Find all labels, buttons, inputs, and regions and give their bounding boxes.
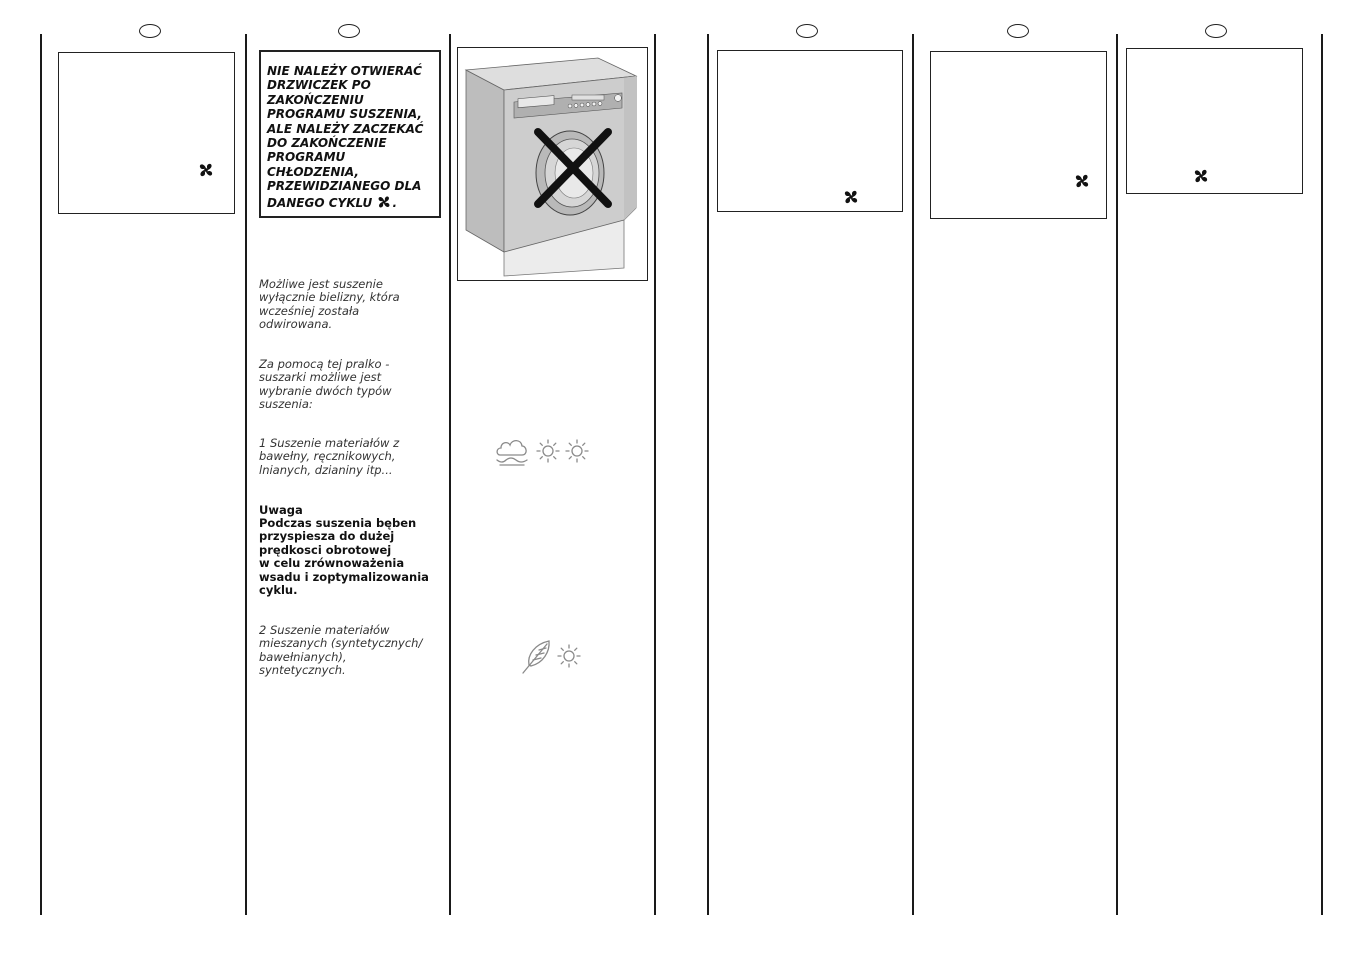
warning-box-empty — [1126, 48, 1303, 194]
language-marker-oval — [796, 24, 818, 38]
text-line: wcześniej została — [259, 303, 360, 318]
column-divider — [654, 34, 656, 915]
text-line: 1 Suszenie materiałów z — [259, 436, 400, 450]
warning-line — [267, 194, 435, 210]
text-line: Podczas suszenia bęben — [259, 516, 417, 530]
warning-line: DRZWICZEK PO — [267, 78, 371, 93]
column-divider — [449, 34, 451, 915]
text-line: lnianych, dzianiny itp... — [259, 462, 393, 477]
language-marker-oval — [1007, 24, 1029, 38]
warning-box — [259, 50, 441, 218]
language-marker-oval — [1205, 24, 1227, 38]
column-divider — [1116, 34, 1118, 915]
paragraph-cotton-drying — [259, 437, 449, 477]
washer-dryer-illustration-frame — [457, 47, 648, 281]
column-divider — [40, 34, 42, 915]
warning-box-empty — [58, 52, 235, 214]
fan-icon — [842, 188, 860, 206]
text-line: wybranie dwóch typów — [259, 383, 392, 398]
language-marker-oval — [338, 24, 360, 38]
text-line: w celu zrównoważenia — [259, 556, 405, 571]
text-line: Za pomocą tej pralko - — [259, 357, 390, 371]
column-divider — [707, 34, 709, 915]
text-line: prędkosci obrotowej — [259, 542, 392, 557]
warning-line-suffix: . — [392, 195, 397, 210]
warning-line: NIE NALEŻY OTWIERAĆ — [267, 64, 422, 78]
warning-line: ZAKOŃCZENIU — [267, 92, 364, 107]
fan-icon — [376, 194, 392, 210]
text-line: wyłącznie bielizny, która — [259, 290, 400, 305]
warning-line: PROGRAMU — [267, 150, 346, 165]
warning-box-empty — [717, 50, 903, 212]
warning-line: CHŁODZENIA, — [267, 164, 359, 179]
text-line: suszarki możliwe jest — [259, 370, 382, 385]
text-line: syntetycznych. — [259, 663, 346, 678]
warning-line: ALE NALEŻY ZACZEKAĆ — [267, 121, 424, 136]
note-body — [259, 517, 449, 597]
fan-icon — [197, 161, 215, 179]
text-line: mieszanych (syntetycznych/ — [259, 636, 423, 651]
paragraph-drying-types — [259, 358, 449, 412]
paragraph-synthetic-drying — [259, 624, 449, 678]
text-line: Możliwe jest suszenie — [259, 277, 383, 291]
note-title: Uwaga — [259, 503, 303, 517]
paragraph-spin-requirement — [259, 278, 449, 332]
warning-line: DO ZAKOŃCZENIE — [267, 136, 387, 151]
warning-line: PROGRAMU SUSZENIA, — [267, 107, 422, 122]
warning-line-text: DANEGO CYKLU — [267, 195, 373, 210]
column-divider — [912, 34, 914, 915]
language-marker-oval — [139, 24, 161, 38]
fan-icon — [1073, 172, 1091, 190]
text-line: suszenia: — [259, 397, 313, 412]
text-line: odwirowana. — [259, 317, 333, 332]
warning-line: PRZEWIDZIANEGO DLA — [267, 179, 422, 194]
column-divider — [245, 34, 247, 915]
text-line: cyklu. — [259, 583, 298, 598]
text-line: bawełny, ręcznikowych, — [259, 449, 396, 464]
text-line: 2 Suszenie materiałów — [259, 623, 390, 637]
warning-box-empty — [930, 51, 1107, 219]
feather-sun-icon — [519, 638, 585, 676]
column-divider — [1321, 34, 1323, 915]
washer-dryer-do-not-open-illustration — [458, 48, 646, 279]
text-line: przyspiesza do dużej — [259, 529, 395, 544]
cotton-cloud-sun-sun-icon — [494, 433, 592, 469]
fan-icon — [1192, 167, 1210, 185]
text-line: wsadu i zoptymalizowania — [259, 569, 429, 584]
text-line: bawełnianych), — [259, 649, 347, 664]
